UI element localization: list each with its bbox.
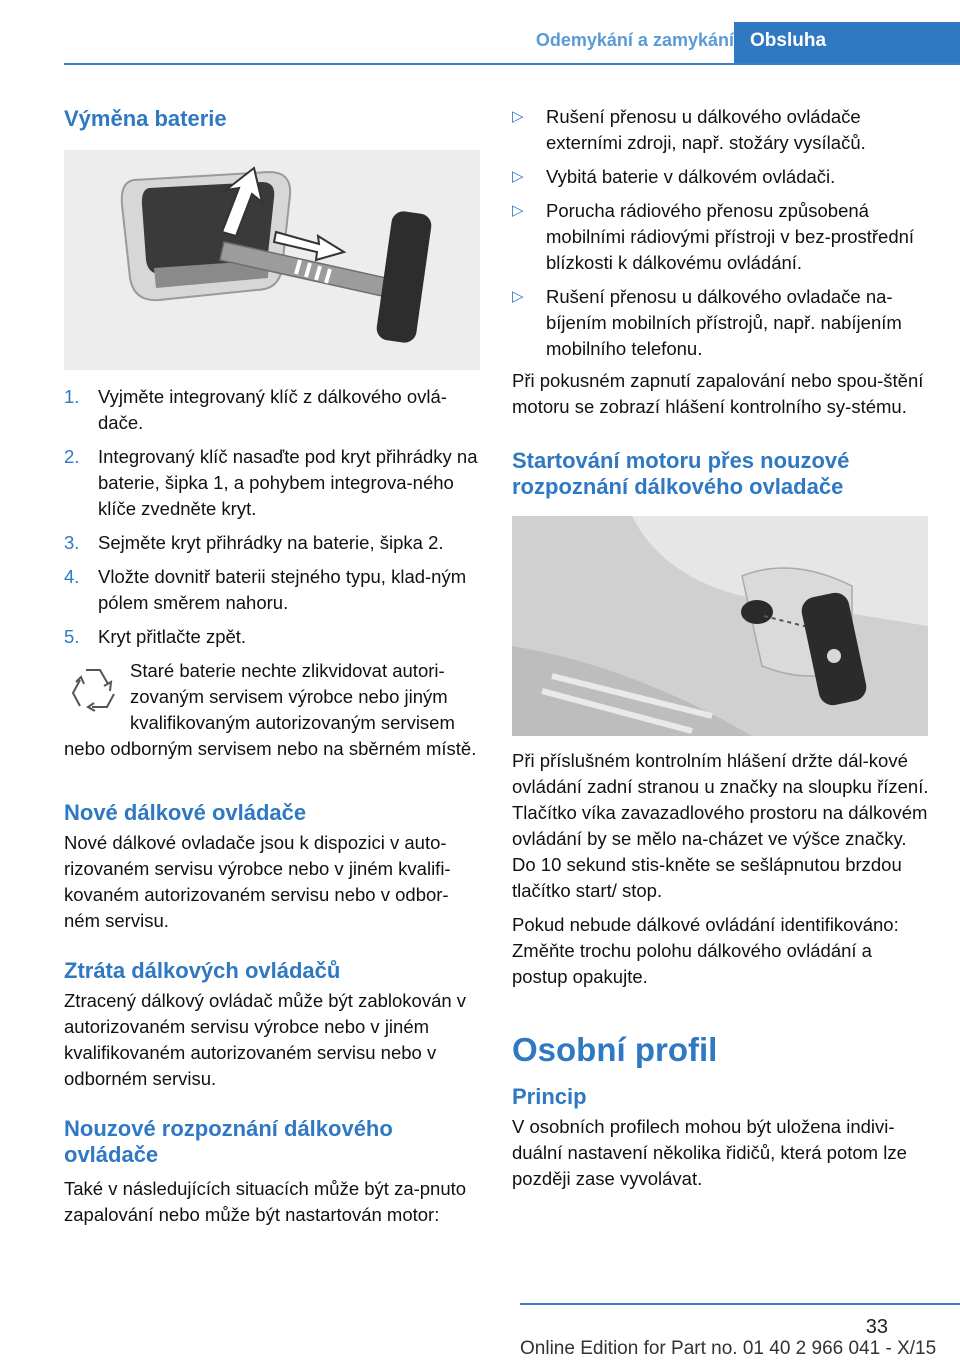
step-text: Vložte dovnitř baterii stejného typu, klad-ným pólem směrem nahoru.: [98, 566, 467, 613]
list-item: [64, 444, 480, 522]
battery-steps-list: [64, 384, 480, 650]
step-text: Vyjměte integrovaný klíč z dálkového ovlá-dače.: [98, 386, 447, 433]
triangle-bullet-icon: ▷: [512, 288, 524, 305]
list-item: [64, 384, 480, 436]
key-battery-illustration: [64, 150, 480, 370]
key-battery-figure: [64, 150, 480, 370]
list-item: [512, 198, 932, 276]
principle-heading: Princip: [512, 1084, 587, 1109]
situations-list: [512, 104, 932, 362]
recycle-note: [64, 658, 480, 762]
principle-text: V osobních profilech mohou být uložena indivi-duální nastavení několika řidičů, která potom lze později zase vyvolávat.: [512, 1116, 907, 1189]
start-paragraph-1: Při příslušném kontrolním hlášení držte dál-kové ovládání zadní stranou u značky na sloupku řízení. Tlačítko víka zavazadlového prostoru na dálkovém ovládání by se mělo na-cházet ve výšce značky. Do 10 sekund stis-kněte se sešlápnutou brzdou tlačítko start/ stop.: [512, 750, 929, 901]
triangle-bullet-icon: ▷: [512, 108, 524, 125]
step-text: Sejměte kryt přihrádky na baterie, šipka 2.: [98, 532, 444, 553]
step-text: Integrovaný klíč nasaďte pod kryt přihrádky na baterie, šipka 1, a pohybem integrova-ného klíče zvedněte kryt.: [98, 446, 478, 519]
list-item: [64, 624, 480, 650]
triangle-bullet-icon: ▷: [512, 168, 524, 185]
lost-remotes-heading: Ztráta dálkových ovládačů: [64, 958, 341, 983]
list-item: [512, 284, 932, 362]
header-rule: [64, 63, 960, 65]
page-number: 33: [865, 1316, 888, 1338]
emergency-text: Také v následujících situacích může být za-pnuto zapalování nebo může být nastartován motor:: [64, 1178, 467, 1225]
step-number: 4.: [64, 566, 80, 587]
situation-text: Porucha rádiového přenosu způsobená mobilními rádiovými přístroji v bez-prostřední blízkosti k dálkovému ovládání.: [546, 200, 915, 273]
triangle-bullet-icon: ▷: [512, 202, 524, 219]
start-paragraph-2: Pokud nebude dálkové ovládání identifikováno: Změňte trochu polohu dálkového ovládání a postup opakujte.: [512, 914, 899, 987]
list-item: [64, 530, 480, 556]
emergency-heading: Nouzové rozpoznání dálkového ovládače: [64, 1116, 393, 1167]
recycle-note-text: Staré baterie nechte zlikvidovat autori-zovaným servisem výrobce nebo jiným kvalifikovaným autorizovaným servisem nebo odborným servisem nebo na sběrném místě.: [64, 660, 477, 759]
list-item: [64, 564, 480, 616]
right-column: [512, 100, 932, 1192]
list-item: [512, 104, 932, 156]
list-item: [512, 164, 932, 190]
start-heading: Startování motoru přes nouzové rozpoznání dálkového ovladače: [512, 448, 850, 499]
step-text: Kryt přitlačte zpět.: [98, 626, 247, 647]
step-number: 3.: [64, 532, 80, 553]
situation-text: Vybitá baterie v dálkovém ovládači.: [546, 166, 836, 187]
recycle-icon: [64, 660, 122, 718]
after-list-text: Při pokusném zapnutí zapalování nebo spou-štění motoru se zobrazí hlášení kontrolního sy-stému.: [512, 370, 924, 417]
running-header-section: Odemykání a zamykání: [535, 30, 734, 50]
left-column: [64, 100, 480, 1228]
lost-remotes-text: Ztracený dálkový ovládač může být zablokován v autorizovaném servisu výrobce nebo v jiném kvalifikovaném autorizovaném servisu nebo v odborném servisu.: [64, 990, 467, 1089]
new-remotes-heading: Nové dálkové ovládače: [64, 800, 307, 825]
step-number: 2.: [64, 446, 80, 467]
steering-column-illustration: [512, 516, 928, 736]
step-number: 1.: [64, 386, 80, 407]
steering-column-figure: [512, 516, 928, 736]
situation-text: Rušení přenosu u dálkového ovladače na-bíjením mobilních přístrojů, např. nabíjením mobilního telefonu.: [546, 286, 902, 359]
situation-text: Rušení přenosu u dálkového ovládače externími zdroji, např. stožáry vysílačů.: [546, 106, 866, 153]
edition-line: Online Edition for Part no. 01 40 2 966 041 - X/15: [520, 1338, 937, 1359]
profile-heading: Osobní profil: [512, 1031, 718, 1068]
battery-heading: Výměna baterie: [64, 106, 227, 131]
step-number: 5.: [64, 626, 80, 647]
running-header-chapter: Obsluha: [734, 22, 960, 65]
footer-rule: [520, 1303, 960, 1305]
new-remotes-text: Nové dálkové ovladače jsou k dispozici v auto-rizovaném servisu výrobce nebo v jiném kvalifi-kovaném autorizovaném servisu nebo v odbor-ném servisu.: [64, 832, 451, 931]
